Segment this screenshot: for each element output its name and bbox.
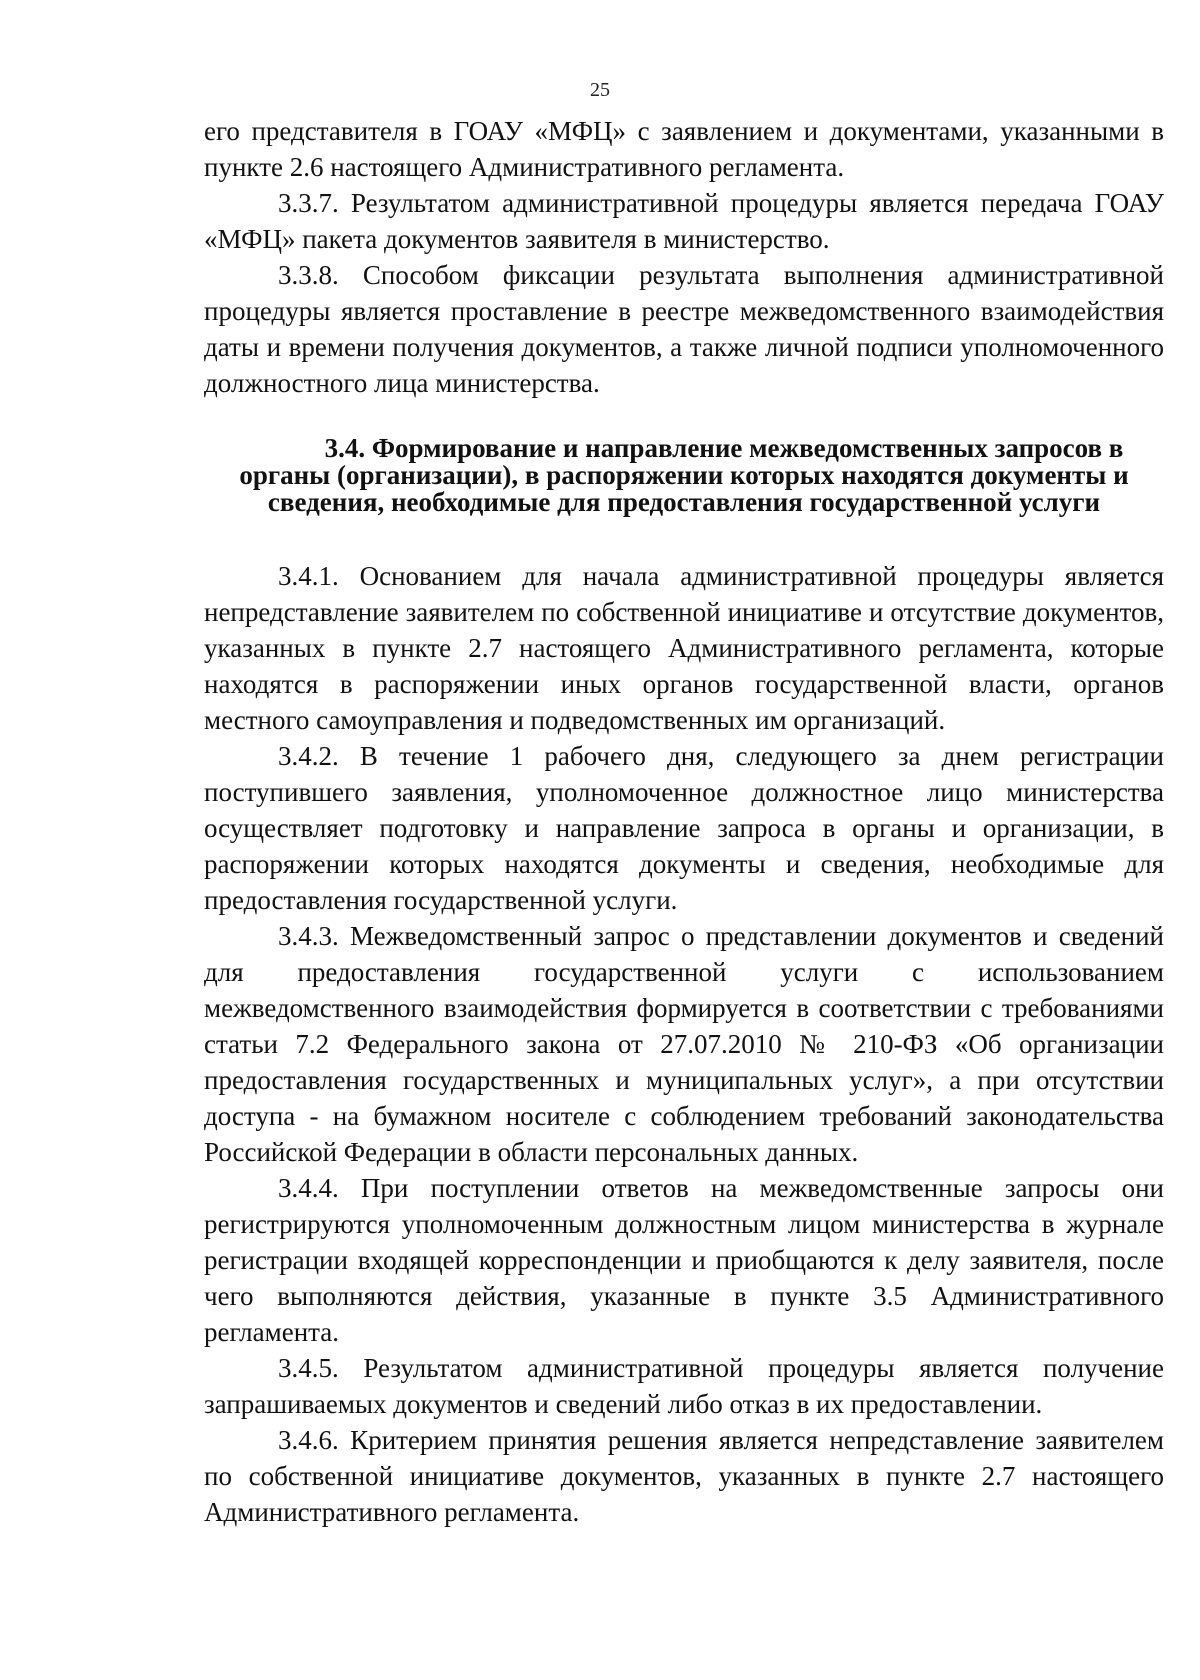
section-heading-3-4 (204, 435, 1164, 516)
paragraph-intro: его представителя в ГОАУ «МФЦ» с заявлением и документами, указанными в пункте 2.6 настоящего Административного регламента. (204, 116, 1164, 182)
page-number: 25 (590, 79, 610, 101)
document-body (204, 113, 1164, 1530)
paragraph-3-3-8: 3.3.8. Способом фиксации результата выполнения административной процедуры является проставление в реестре межведомственного взаимодействия даты и времени получения документов, а также личной подписи уполномоченного должностного лица министерства. (204, 260, 1164, 398)
paragraph-3-4-1: 3.4.1. Основанием для начала административной процедуры является непредставление заявителем по собственной инициативе и отсутствие документов, указанных в пункте 2.7 настоящего Административного регламента, которые находятся в распоряжении иных органов государственной власти, органов местного самоуправления и подведомственных им организаций. (204, 561, 1164, 735)
section-heading-line: органы (организации), в распоряжении которых находятся документы и (239, 460, 1129, 490)
paragraph-3-4-4: 3.4.4. При поступлении ответов на межведомственные запросы они регистрируются уполномоченным должностным лицом министерства в журнале регистрации входящей корреспонденции и приобщаются к делу заявителя, после чего выполняются действия, указанные в пункте 3.5 Административного регламента. (204, 1173, 1164, 1347)
paragraph-3-4-6: 3.4.6. Критерием принятия решения является непредставление заявителем по собственной инициативе документов, указанных в пункте 2.7 настоящего Административного регламента. (204, 1425, 1164, 1527)
section-heading-line: сведения, необходимые для предоставления государственной услуги (267, 487, 1101, 517)
section-heading-line: 3.4. Формирование и направление межведомственных запросов в (324, 433, 1124, 463)
paragraph-3-4-2: 3.4.2. В течение 1 рабочего дня, следующего за днем регистрации поступившего заявления, уполномоченное должностное лицо министерства осуществляет подготовку и направление запроса в органы и организации, в распоряжении которых находятся документы и сведения, необходимые для предоставления государственной услуги. (204, 741, 1164, 915)
paragraph-3-3-7: 3.3.7. Результатом административной процедуры является передача ГОАУ «МФЦ» пакета документов заявителя в министерство. (204, 188, 1164, 254)
paragraph-3-4-5: 3.4.5. Результатом административной процедуры является получение запрашиваемых документов и сведений либо отказ в их предоставлении. (204, 1353, 1164, 1419)
paragraph-3-4-3: 3.4.3. Межведомственный запрос о представлении документов и сведений для предоставления государственной услуги с использованием межведомственного взаимодействия формируется в соответствии с требованиями статьи 7.2 Федерального закона от 27.07.2010 № 210-ФЗ «Об организации предоставления государственных и муниципальных услуг», а при отсутствии доступа - на бумажном носителе с соблюдением требований законодательства Российской Федерации в области персональных данных. (204, 921, 1164, 1167)
